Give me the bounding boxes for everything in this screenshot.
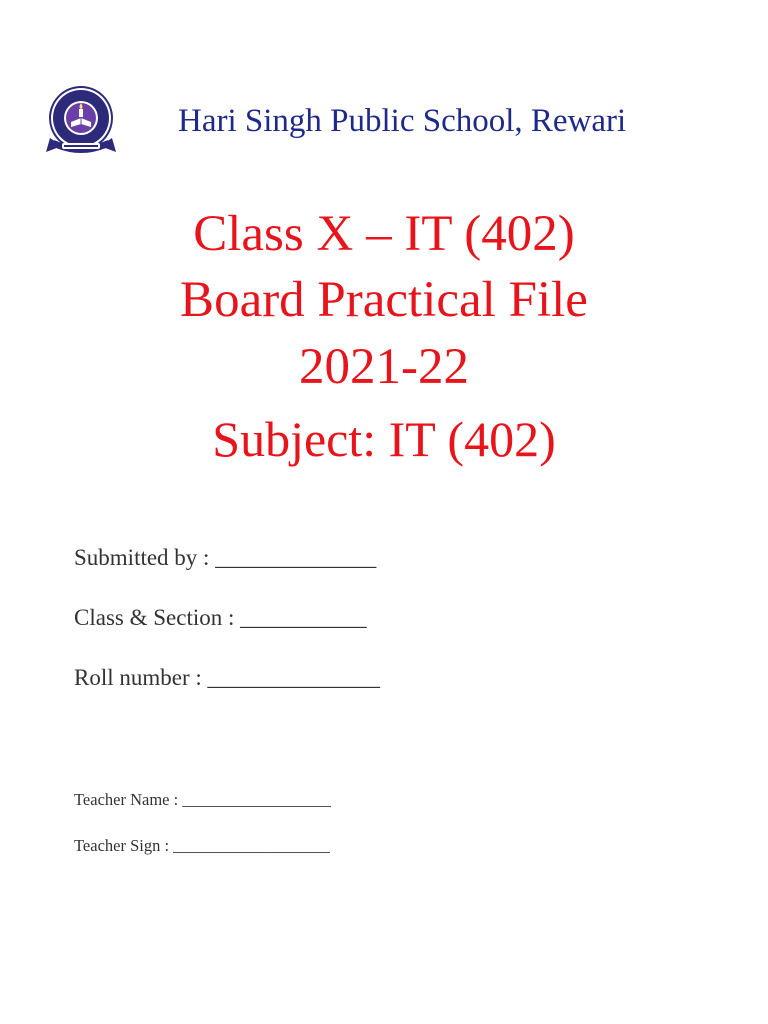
title-session: 2021-22 [299, 339, 469, 395]
class-section-field: Class & Section : ___________ [74, 605, 367, 630]
teacher-name-field: Teacher Name : __________________ [74, 790, 331, 809]
teacher-sign-field: Teacher Sign : ___________________ [74, 836, 330, 855]
submitted-by-field: Submitted by : ______________ [74, 545, 377, 570]
title-subject: Subject: IT (402) [212, 411, 556, 467]
school-crest-icon [42, 82, 120, 160]
title-file: Board Practical File [180, 272, 588, 328]
school-name: Hari Singh Public School, Rewari [178, 103, 627, 139]
title-class: Class X – IT (402) [193, 206, 575, 262]
roll-number-field: Roll number : _______________ [74, 665, 381, 690]
